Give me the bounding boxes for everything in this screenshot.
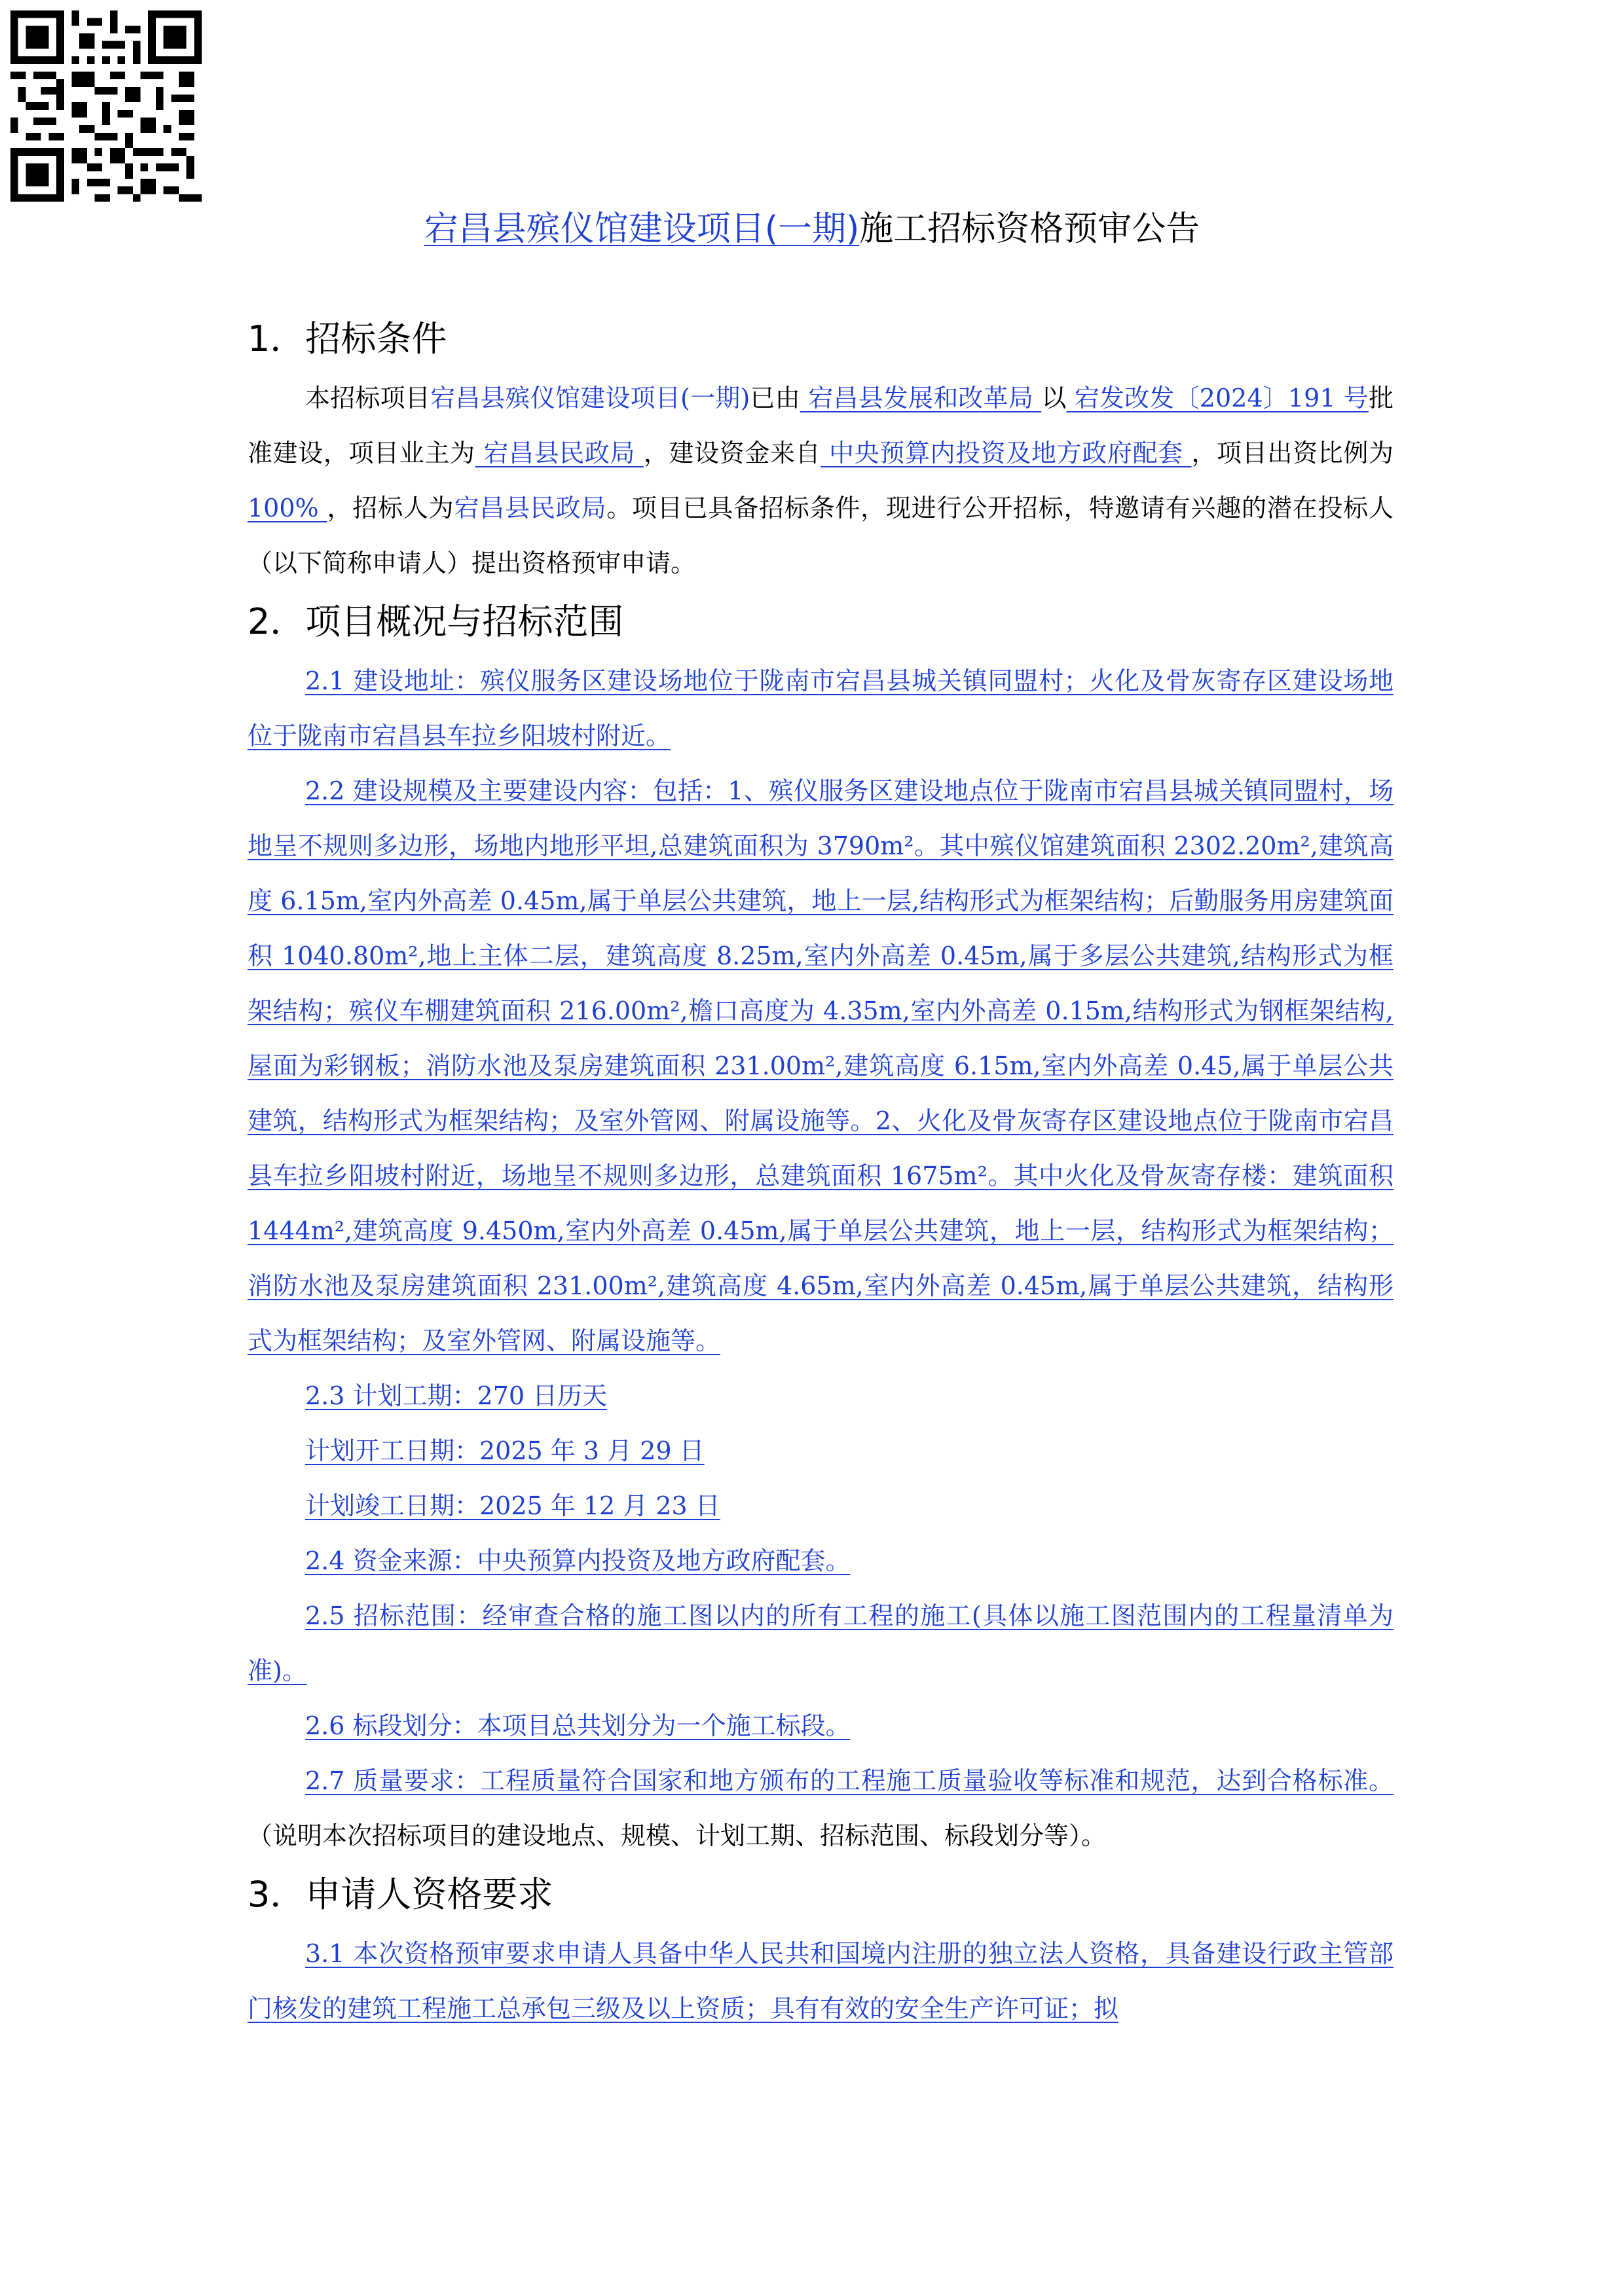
- planned-start-date: 计划开工日期：2025 年 3 月 29 日: [305, 1436, 705, 1465]
- quality-text: 2.7 质量要求：工程质量符合国家和地方颁布的工程施工质量验收等标准和规范，达到合格标准。: [305, 1766, 1393, 1795]
- planned-end-date: 计划竣工日期：2025 年 12 月 23 日: [305, 1491, 720, 1520]
- qr-code-icon: [10, 10, 202, 202]
- section-2-heading: 2．项目概况与招标范围: [248, 601, 624, 642]
- quality-note: （说明本次招标项目的建设地点、规模、计划工期、招标范围、标段划分等）。: [248, 1821, 1107, 1850]
- document-body: [248, 308, 1393, 2036]
- approver-field: 宕昌县发展和改革局: [800, 384, 1042, 412]
- owner-field: 宕昌县民政局: [475, 439, 644, 467]
- item-3-1-qualification: 3.1 本次资格预审要求申请人具备中华人民共和国境内注册的独立法人资格，具备建设行政主管部门核发的建筑工程施工总承包三级及以上资质；具有有效的安全生产许可证；拟: [248, 1939, 1393, 2023]
- text: 已由: [750, 384, 800, 412]
- text: 本招标项目: [305, 384, 431, 412]
- section-1-paragraph: [248, 371, 1393, 591]
- text: 批准建设，项目业主为: [248, 384, 1393, 467]
- approval-doc-no: 宕发改发〔2024〕191 号: [1066, 384, 1369, 412]
- text: 以: [1041, 384, 1067, 412]
- item-2-7-quality: [248, 1753, 1393, 1863]
- fund-source-field: 中央预算内投资及地方政府配套: [821, 439, 1192, 467]
- item-2-3-duration: 2.3 计划工期：270 日历天: [305, 1381, 608, 1410]
- item-2-4-fund-source: 2.4 资金来源：中央预算内投资及地方政府配套。: [305, 1546, 851, 1575]
- funding-ratio-field: 100%: [248, 494, 327, 522]
- title-suffix: 施工招标资格预审公告: [859, 210, 1200, 249]
- text: ，建设资金来自: [643, 439, 821, 467]
- item-2-6-sections: 2.6 标段划分：本项目总共划分为一个施工标段。: [305, 1711, 851, 1740]
- tenderer-name: 宕昌县民政局: [454, 494, 607, 522]
- section-3-heading: 3．申请人资格要求: [248, 1874, 553, 1915]
- item-2-2-scale: 2.2 建设规模及主要建设内容：包括：1、殡仪服务区建设地点位于陇南市宕昌县城关镇同盟村，场地呈不规则多边形，场地内地形平坦,总建筑面积为 3790m²。其中殡仪馆建筑面积 2302.20m²,建筑高度 6.15m,室内外高差 0.45m,属于单层公共建筑，地上一层,结构形式为框架结构；后勤服务用房建筑面积 1040.80m²,地上主体二层，建筑高度 8.25m,室内外高差 0.45m,属于多层公共建筑,结构形式为框架结构；殡仪车棚建筑面积 216.00m²,檐口高度为 4.35m,室内外高差 0.15m,结构形式为钢框架结构,屋面为彩钢板；消防水池及泵房建筑面积 231.00m²,建筑高度 6.15m,室内外高差 0.45,属于单层公共建筑，结构形式为框架结构；及室外管网、附属设施等。2、火化及骨灰寄存区建设地点位于陇南市宕昌县车拉乡阳坡村附近，场地呈不规则多边形，总建筑面积 1675m²。其中火化及骨灰寄存楼：建筑面积 1444m²,建筑高度 9.450m,室内外高差 0.45m,属于单层公共建筑，地上一层，结构形式为框架结构；消防水池及泵房建筑面积 231.00m²,建筑高度 4.65m,室内外高差 0.45m,属于单层公共建筑，结构形式为框架结构；及室外管网、附属设施等。: [248, 776, 1393, 1355]
- text: ，招标人为: [327, 494, 454, 522]
- page-title: [0, 204, 1624, 254]
- item-2-1-location: 2.1 建设地址：殡仪服务区建设场地位于陇南市宕昌县城关镇同盟村；火化及骨灰寄存区建设场地位于陇南市宕昌县车拉乡阳坡村附近。: [248, 666, 1393, 750]
- item-2-5-scope: 2.5 招标范围：经审查合格的施工图以内的所有工程的施工(具体以施工图范围内的工程量清单为准)。: [248, 1601, 1393, 1685]
- section-1-heading: 1．招标条件: [248, 318, 447, 359]
- title-project-link[interactable]: 宕昌县殡仪馆建设项目(一期): [424, 210, 860, 249]
- text: ，项目出资比例为: [1191, 439, 1393, 467]
- text: 。项目已具备招标条件，现进行公开招标，特邀请有兴趣的潜在投标人（以下简称申请人）提出资格预审申请。: [248, 494, 1393, 577]
- project-name: 宕昌县殡仪馆建设项目(一期): [430, 384, 750, 412]
